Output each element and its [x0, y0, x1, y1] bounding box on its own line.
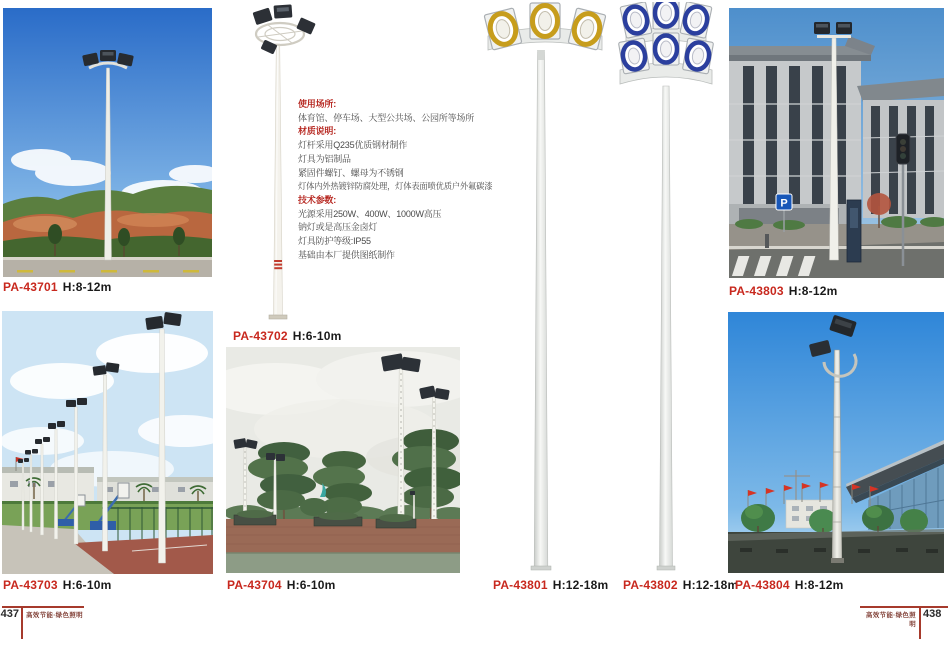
product-photo-pa-43803 [729, 8, 944, 278]
page-number-left: 437 [0, 608, 19, 620]
dirt-patch [117, 213, 189, 227]
mast-shaft [660, 86, 673, 568]
spec-line: 灯具为铝制品 [298, 153, 351, 164]
product-height: H:6-10m [62, 578, 112, 592]
spec-line: 光源采用250W、400W、1000W高压 [298, 208, 442, 219]
product-label-pa-43702 [233, 329, 342, 343]
scene-sport-court-poles [2, 311, 213, 574]
product-code: PA-43703 [3, 578, 58, 592]
product-code: PA-43701 [3, 280, 58, 294]
base-flange [531, 566, 551, 570]
footer-slogan-right: 高效节能·绿色照明 [865, 612, 916, 628]
spec-section-title: 使用场所: [298, 99, 336, 109]
mast-shaft [534, 52, 548, 568]
product-height: H:8-12m [62, 280, 112, 294]
crown-ring [256, 23, 304, 45]
product-label-pa-43803 [729, 284, 838, 298]
building-left-wing [729, 36, 875, 228]
spec-text-block [298, 98, 508, 262]
spec-line: 钠灯或是高压金卤灯 [298, 222, 378, 233]
lamp-gold-icon [484, 3, 606, 50]
floodlight-icon [253, 4, 316, 54]
product-label-pa-43701 [3, 280, 112, 294]
spec-line: 灯具防护等级:IP55 [298, 236, 371, 247]
product-label-pa-43703 [3, 578, 112, 592]
product-height: H:6-10m [286, 578, 336, 592]
product-photo-pa-43804 [728, 312, 944, 573]
product-height: H:12-18m [682, 578, 739, 592]
base-flange [269, 315, 287, 319]
crossarm [817, 35, 851, 38]
product-label-pa-43801 [493, 578, 608, 592]
product-label-pa-43802 [623, 578, 738, 592]
spec-section-title: 技术参数: [298, 194, 336, 205]
product-code: PA-43802 [623, 578, 678, 592]
product-photo-pa-43801 [478, 2, 613, 577]
product-photo-pa-43701 [3, 8, 212, 277]
product-code: PA-43804 [735, 578, 790, 592]
product-label-pa-43704 [227, 578, 336, 592]
product-label-pa-43804 [735, 578, 844, 592]
product-code: PA-43803 [729, 284, 784, 298]
foreground-pavement [226, 553, 460, 573]
product-height: H:6-10m [292, 329, 342, 343]
scene-park-plaza [226, 347, 460, 573]
product-code: PA-43801 [493, 578, 548, 592]
footer-slogan-left: 高效节能·绿色照明 [26, 612, 83, 619]
scene-office-building [729, 8, 944, 278]
spec-line: 体育馆、停车场、大型公共场、公园所等场所 [298, 112, 475, 123]
product-photo-pa-43704 [226, 347, 460, 573]
spec-line: 基础由本厂提供图纸制作 [298, 249, 395, 260]
scene-canopy-building [728, 312, 944, 573]
product-code: PA-43704 [227, 578, 282, 592]
scene-red-hill-pole [3, 8, 212, 277]
footer-divider-right [919, 606, 921, 639]
base-flange [657, 566, 675, 570]
bollard [765, 234, 769, 248]
product-photo-pa-43703 [2, 311, 213, 574]
page-number-right: 438 [923, 608, 942, 620]
crown-connector [537, 50, 545, 60]
red-stripes [274, 260, 282, 269]
parking-sign-label: P [780, 197, 788, 210]
product-height: H:8-12m [788, 284, 838, 298]
spec-line: 灯杆采用Q235优质钢材制作 [298, 140, 408, 151]
product-height: H:12-18m [552, 578, 609, 592]
dirt-patch [13, 216, 77, 232]
product-photo-pa-43802 [612, 2, 722, 577]
pole-render-gold [478, 2, 613, 577]
spec-line: 灯体内外热镀锌防腐处理，灯体表面喷优质户外氟碳漆 [298, 181, 493, 192]
pole-render-blue [612, 2, 722, 577]
product-code: PA-43702 [233, 329, 288, 343]
spec-line: 紧固件螺钉、螺母为不锈钢 [298, 167, 404, 178]
spec-section-title: 材质说明: [298, 126, 336, 137]
product-height: H:8-12m [794, 578, 844, 592]
kiosk-panel [850, 208, 858, 228]
mast-shaft [274, 44, 283, 316]
pole-base [831, 558, 844, 563]
footer-divider-left [21, 606, 23, 639]
